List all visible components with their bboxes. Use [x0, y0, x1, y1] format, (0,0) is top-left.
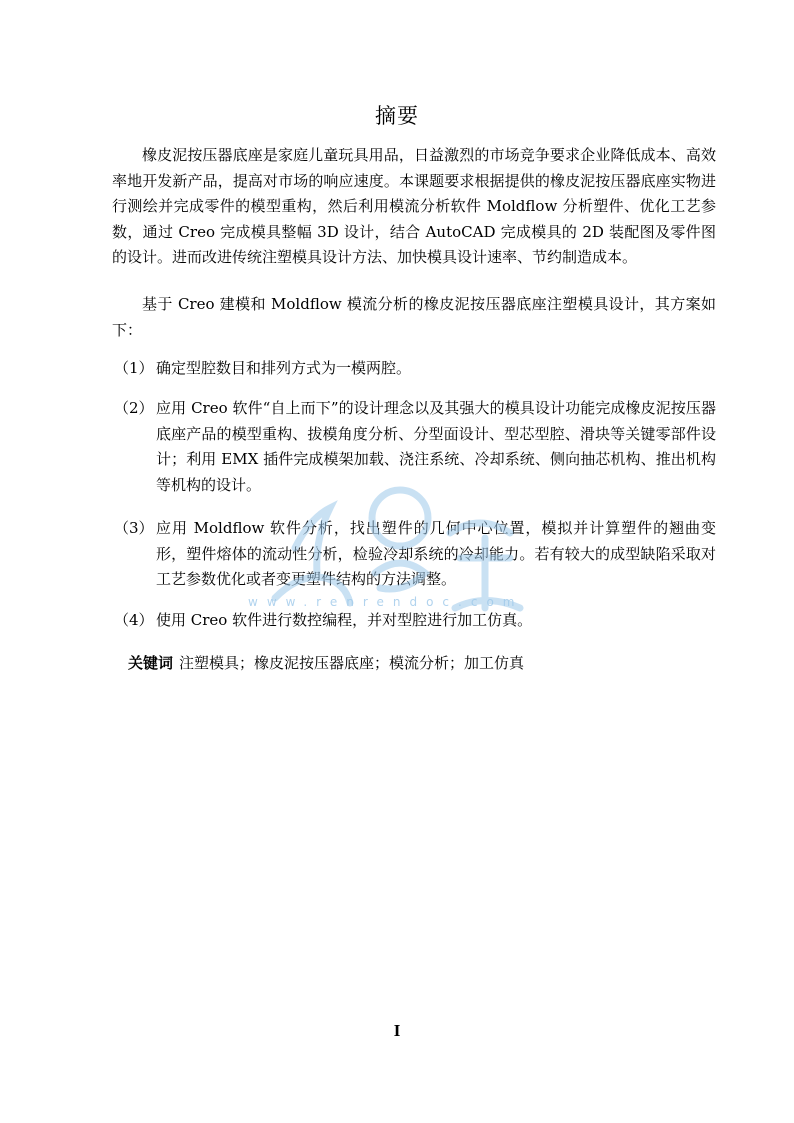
page-title: 摘要: [375, 104, 419, 128]
abstract-paragraph-2: 基于 Creo 建模和 Moldflow 模流分析的橡皮泥按压器底座注塑模具设计，其方案如下：: [112, 295, 716, 339]
list-item-text: 使用 Creo 软件进行数控编程，并对型腔进行加工仿真。: [156, 611, 533, 629]
list-item: [114, 516, 716, 593]
list-item-text: 应用 Moldflow 软件分析，找出塑件的几何中心位置，模拟并计算塑件的翘曲变形，塑件熔体的流动性分析，检验冷却系统的冷却能力。若有较大的成型缺陷采取对工艺参数优化或者变更塑件结构的方法调整。: [156, 519, 716, 588]
list-item: [114, 396, 716, 498]
page-number: I: [393, 1021, 401, 1040]
keywords-label: 关键词: [128, 654, 174, 672]
list-item-number: （3）: [114, 519, 154, 537]
list-item-number: （4）: [114, 611, 154, 629]
list-item-text: 确定型腔数目和排列方式为一模两腔。: [156, 359, 412, 377]
list-item: [114, 356, 716, 382]
list-item-number: （1）: [114, 359, 154, 377]
list-item-number: （2）: [114, 399, 154, 417]
abstract-paragraph-1: 橡皮泥按压器底座是家庭儿童玩具用品，日益激烈的市场竞争要求企业降低成本、高效率地开发新产品，提高对市场的响应速度。本课题要求根据提供的橡皮泥按压器底座实物进行测绘并完成零件的模型重构，然后利用模流分析软件 Moldflow 分析塑件、优化工艺参数，通过 Creo 完成模具整幅 3D 设计，结合 AutoCAD 完成模具的 2D 装配图及零件图的设计。进而改进传统注塑模具设计方法、加快模具设计速率、节约制造成本。: [112, 146, 716, 266]
list-item: [114, 608, 716, 634]
keywords-line: [128, 651, 524, 677]
keywords-text: 注塑模具；橡皮泥按压器底座；模流分析；加工仿真: [179, 654, 525, 672]
list-item-text: 应用 Creo 软件“自上而下”的设计理念以及其强大的模具设计功能完成橡皮泥按压器底座产品的模型重构、拔模角度分析、分型面设计、型芯型腔、滑块等关键零部件设计；利用 EMX 插件完成模架加载、浇注系统、冷却系统、侧向抽芯机构、推出机构等机构的设计。: [156, 399, 716, 494]
watermark-url: www.renrendoc.com: [248, 595, 524, 609]
